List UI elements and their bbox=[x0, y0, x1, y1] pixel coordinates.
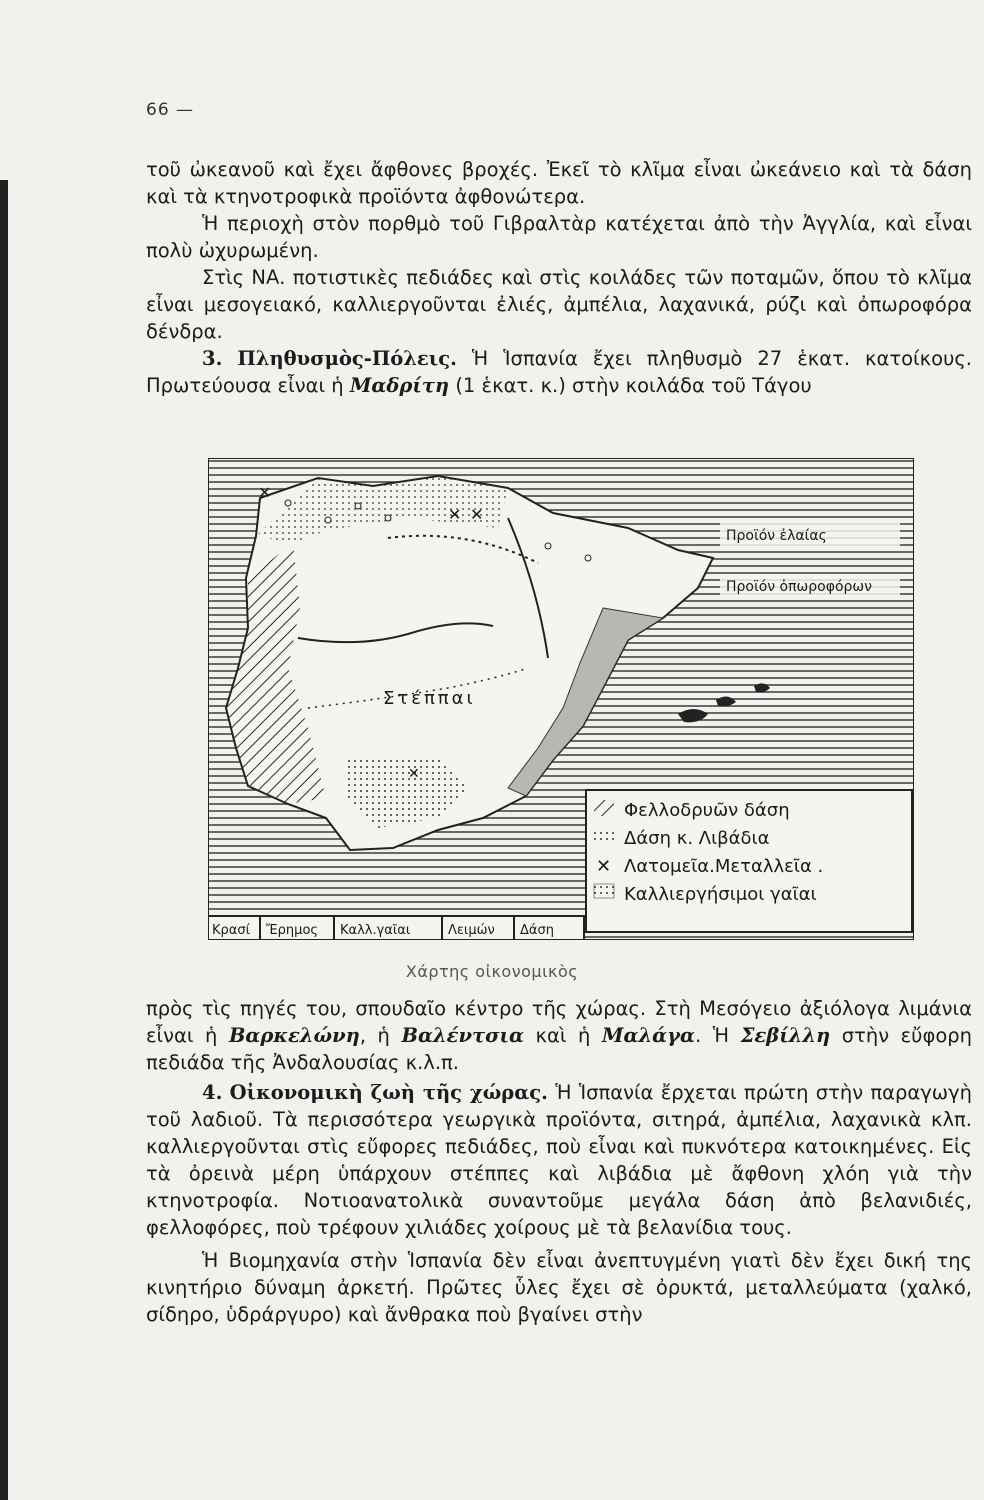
paragraph-population bbox=[146, 345, 972, 399]
economic-map bbox=[208, 458, 914, 940]
paragraph-gibraltar: Ἡ περιοχὴ στὸν πορθμὸ τοῦ Γιβραλτὰρ κατέχεται ἀπὸ τὴν Ἀγγλία, καὶ εἶναι πολὺ ὠχυρωμένη. bbox=[146, 212, 972, 262]
binding-shadow bbox=[0, 180, 8, 1500]
legend-swatch-arable bbox=[594, 884, 614, 898]
city-seville: Σεβίλλη bbox=[740, 1024, 831, 1047]
map-svg bbox=[208, 458, 914, 940]
city-malaga: Μαλάγα bbox=[601, 1024, 696, 1047]
strip-label-desert: Ἔρημος bbox=[266, 923, 319, 938]
paragraph-ports bbox=[146, 995, 972, 1076]
section-number: 4. bbox=[202, 1081, 223, 1104]
legend-swatch-cork bbox=[594, 800, 614, 816]
map-legend bbox=[586, 790, 912, 932]
legend-cork-forests: Φελλοδρυῶν δάση bbox=[624, 800, 790, 821]
map-caption: Χάρτης οἰκονομικὸς bbox=[405, 962, 579, 981]
fruit-product-label: Προϊόν ὀπωροφόρων bbox=[726, 579, 872, 595]
paragraph-industry: Ἡ Βιομηχανία στὴν Ἱσπανία δὲν εἶναι ἀνεπτυγμένη γιατὶ δὲν ἔχει δική της κινητήριο δύναμη ἀρκετή. Πρῶτες ὗλες ἔχει σὲ ὀρυκτά, μεταλλεύματα (χαλκό, σίδηρο, ὑδράργυρο) καὶ ἄνθρακα ποὺ βγαίνει στὴν bbox=[146, 1249, 972, 1326]
top-text-block bbox=[146, 156, 972, 399]
legend-swatch-forest bbox=[594, 828, 614, 844]
legend-forests-meadows: Δάση κ. Λιβάδια bbox=[624, 828, 770, 849]
mine-symbol: ✕ bbox=[470, 505, 484, 524]
mine-symbol: ✕ bbox=[408, 766, 420, 782]
paragraph-ocean: τοῦ ὠκεανοῦ καὶ ἔχει ἄφθονες βροχές. Ἐκεῖ τὸ κλῖμα εἶναι ὠκεάνειο καὶ τὰ δάση καὶ τὰ κτηνοτροφικὰ προϊόντα ἀφθονώτερα. bbox=[146, 158, 972, 208]
city-madrid: Μαδρίτη bbox=[349, 374, 450, 397]
legend-swatch-mines: ✕ bbox=[596, 856, 612, 877]
population-text: Ἡ Ἱσπανία ἔχει πληθυσμὸ 27 ἑκατ. κατοίκους. Πρωτεύουσα εἶναι ἡ bbox=[146, 347, 973, 397]
olive-product-label: Προϊόν ἐλαίας bbox=[726, 528, 827, 544]
section-heading-economy: Οἰκονομικὴ ζωὴ τῆς χώρας. bbox=[229, 1081, 548, 1104]
steppe-label: Στέππαι bbox=[383, 688, 476, 709]
paragraph-economy bbox=[146, 1079, 972, 1241]
population-text-end: (1 ἑκατ. κ.) στὴν κοιλάδα τοῦ Τάγου bbox=[455, 374, 812, 397]
economy-text: Ἡ Ἱσπανία ἔρχεται πρώτη στὴν παραγωγὴ τοῦ λαδιοῦ. Τὰ περισσότερα γεωργικὰ προϊόντα, σιτηρά, ἀμπέλια, λαχανικὰ κλπ. καλλιεργοῦνται στὶς εὔφορες πεδιάδες, ποὺ εἶναι καὶ πυκνότερα κατοικημένες. Εἰς τὰ ὀρεινὰ μέρη ὑπάρχουν στέππες καὶ λιβάδια μὲ ἄφθονη χλόη γιὰ τὴν κτηνοτροφία. Νοτιοανατολικὰ συναντοῦμε μεγάλα δάση ἀπὸ βελανιδιές, φελλοφόρες, ποὺ τρέφουν χιλιάδες χοίρους μὲ τὰ βελανίδια τους. bbox=[146, 1081, 973, 1239]
ports-sep-2: καὶ ἡ bbox=[535, 1024, 591, 1047]
mine-symbol: ✕ bbox=[258, 483, 272, 502]
mine-symbol: ✕ bbox=[448, 505, 462, 524]
page-number: 66 — bbox=[146, 100, 195, 120]
section-number: 3. bbox=[202, 347, 223, 370]
strip-label-arable: Καλλ.γαῖαι bbox=[340, 923, 411, 938]
legend-arable-land: Καλλιεργήσιμοι γαῖαι bbox=[624, 884, 817, 905]
bottom-text-block bbox=[146, 995, 972, 1328]
ports-text-end: στὴν εὔφορη πεδιάδα τῆς Ἀνδαλουσίας κ.λ.π. bbox=[146, 1024, 972, 1074]
legend-quarries-mines: Λατομεῖα.Μεταλλεῖα . bbox=[624, 856, 824, 877]
paragraph-southeast: Στὶς ΝΑ. ποτιστικὲς πεδιάδες καὶ στὶς κοιλάδες τῶν ποταμῶν, ὅπου τὸ κλῖμα εἶναι μεσογειακό, καλλιεργοῦνται ἐλιές, ἀμπέλια, λαχανικά, ρύζι καὶ ὀπωροφόρα δένδρα. bbox=[146, 266, 972, 343]
ports-text: πρὸς τὶς πηγές του, σπουδαῖο κέντρο τῆς χώρας. Στὴ Μεσόγειο ἀξιόλογα λιμάνια εἶναι ἡ bbox=[146, 997, 972, 1047]
bottom-legend-strip bbox=[208, 916, 584, 940]
ports-sep-1: , ἡ bbox=[359, 1024, 390, 1047]
ports-sep-3: . Ἡ bbox=[695, 1024, 730, 1047]
strip-label-forest: Δάση bbox=[520, 923, 554, 938]
city-barcelona: Βαρκελώνη bbox=[228, 1024, 360, 1047]
section-heading-population: Πληθυσμὸς-Πόλεις. bbox=[237, 347, 457, 370]
strip-label-wine: Κρασί bbox=[212, 923, 250, 938]
city-valencia: Βαλέντσια bbox=[401, 1024, 524, 1047]
strip-label-meadow: Λειμών bbox=[448, 923, 495, 938]
